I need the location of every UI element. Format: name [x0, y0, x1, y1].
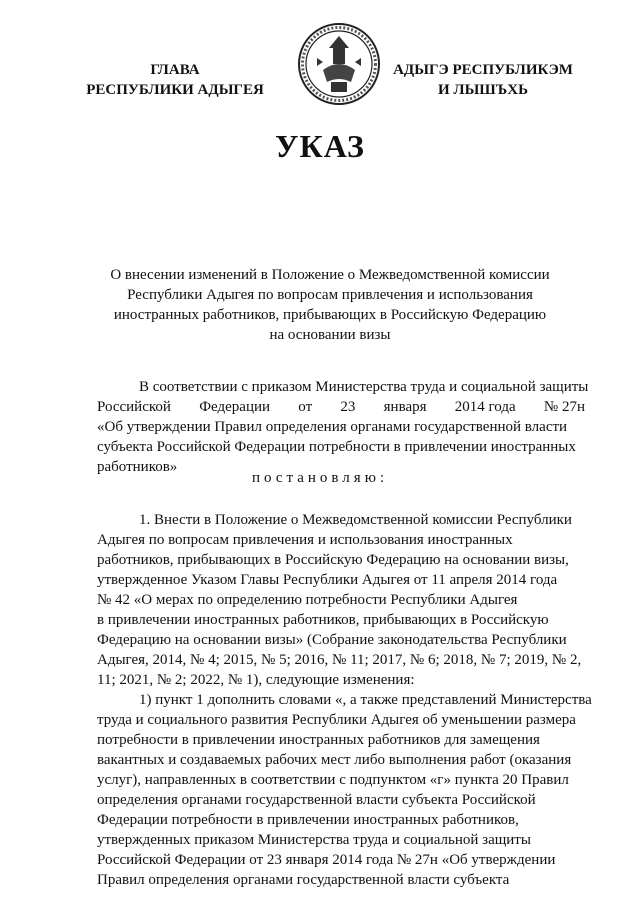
header-right-line: АДЫГЭ РЕСПУБЛИКЭМ — [393, 62, 573, 78]
paragraph-1 — [97, 510, 592, 890]
preamble-line: субъекта Российской Федерации потребности в привлечении иностранных — [97, 439, 576, 455]
paragraph-line: Федерацию на основании визы» (Собрание законодательства Республики — [97, 632, 567, 648]
subject-line: на основании визы — [269, 327, 391, 343]
paragraph-line: утвержденное Указом Главы Республики Адыгея от 11 апреля 2014 года — [97, 572, 558, 588]
subparagraph-line: 1) пункт 1 дополнить словами «, а также представлений Министерства — [139, 692, 592, 708]
preamble-word: Российской — [97, 399, 171, 415]
preamble-word: 2014 года — [454, 399, 516, 415]
header-left — [80, 60, 270, 100]
paragraph-line: Адыгея по вопросам привлечения и использования иностранных — [97, 532, 513, 548]
coat-of-arms-icon — [293, 18, 385, 110]
paragraph-line: в привлечении иностранных работников, прибывающих в Российскую — [97, 612, 549, 628]
subparagraph-line: определения органами государственной власти субъекта Российской — [97, 792, 536, 808]
preamble-word: января — [383, 399, 427, 415]
paragraph-line: 1. Внести в Положение о Межведомственной комиссии Республики — [139, 512, 572, 528]
subparagraph-line: труда и социального развития Республики Адыгея об уменьшении размера — [97, 712, 576, 728]
preamble-line: работников» — [97, 459, 178, 475]
preamble-word: № 27н — [543, 399, 585, 415]
document-title: УКАЗ — [275, 128, 365, 164]
paragraph-line: 11; 2021, № 2; 2022, № 1), следующие изменения: — [97, 672, 415, 688]
preamble-word: 23 — [340, 399, 356, 415]
preamble — [97, 377, 589, 477]
subparagraph-line: Федерации потребности в привлечении иностранных работников, — [97, 812, 519, 828]
preamble-line: В соответствии с приказом Министерства труда и социальной защиты — [139, 379, 589, 395]
document-subject — [100, 265, 560, 345]
preamble-word: Федерации — [199, 399, 271, 415]
subparagraph-line: потребности в привлечении иностранных работников для замещения — [97, 732, 540, 748]
paragraph-line: Адыгея, 2014, № 4; 2015, № 5; 2016, № 11; 2017, № 6; 2018, № 7; 2019, № 2, — [97, 652, 582, 668]
resolve-word: постановляю: — [251, 470, 389, 486]
subparagraph-line: вакантных и создаваемых рабочих мест либо выполнения работ (оказания — [97, 752, 572, 768]
subparagraph-line: Российской Федерации от 23 января 2014 года № 27н «Об утверждении — [97, 852, 556, 868]
paragraph-line: № 42 «О мерах по определению потребности Республики Адыгея — [97, 592, 518, 608]
subparagraph-line: Правил определения органами государственной власти субъекта — [97, 872, 510, 888]
preamble-justified-line — [97, 397, 585, 417]
subject-line: иностранных работников, прибывающих в Российскую Федерацию — [113, 307, 547, 323]
preamble-line: «Об утверждении Правил определения органами государственной власти — [97, 419, 568, 435]
header-left-line: РЕСПУБЛИКИ АДЫГЕЯ — [86, 82, 264, 98]
subparagraph-line: услуг), направленных в соответствии с подпунктом «г» пункта 20 Правил — [97, 772, 569, 788]
preamble-word: от — [298, 399, 313, 415]
subject-line: Республики Адыгея по вопросам привлечения и использования — [127, 287, 533, 303]
header-right — [388, 60, 578, 100]
subparagraph-line: утвержденных приказом Министерства труда и социальной защиты — [97, 832, 531, 848]
subject-line: О внесении изменений в Положение о Межведомственной комиссии — [110, 267, 550, 283]
header-left-line: ГЛАВА — [150, 62, 200, 78]
paragraph-line: работников, прибывающих в Российскую Федерацию на основании визы, — [97, 552, 569, 568]
header-right-line: И ЛЫШЪХЬ — [437, 82, 529, 98]
